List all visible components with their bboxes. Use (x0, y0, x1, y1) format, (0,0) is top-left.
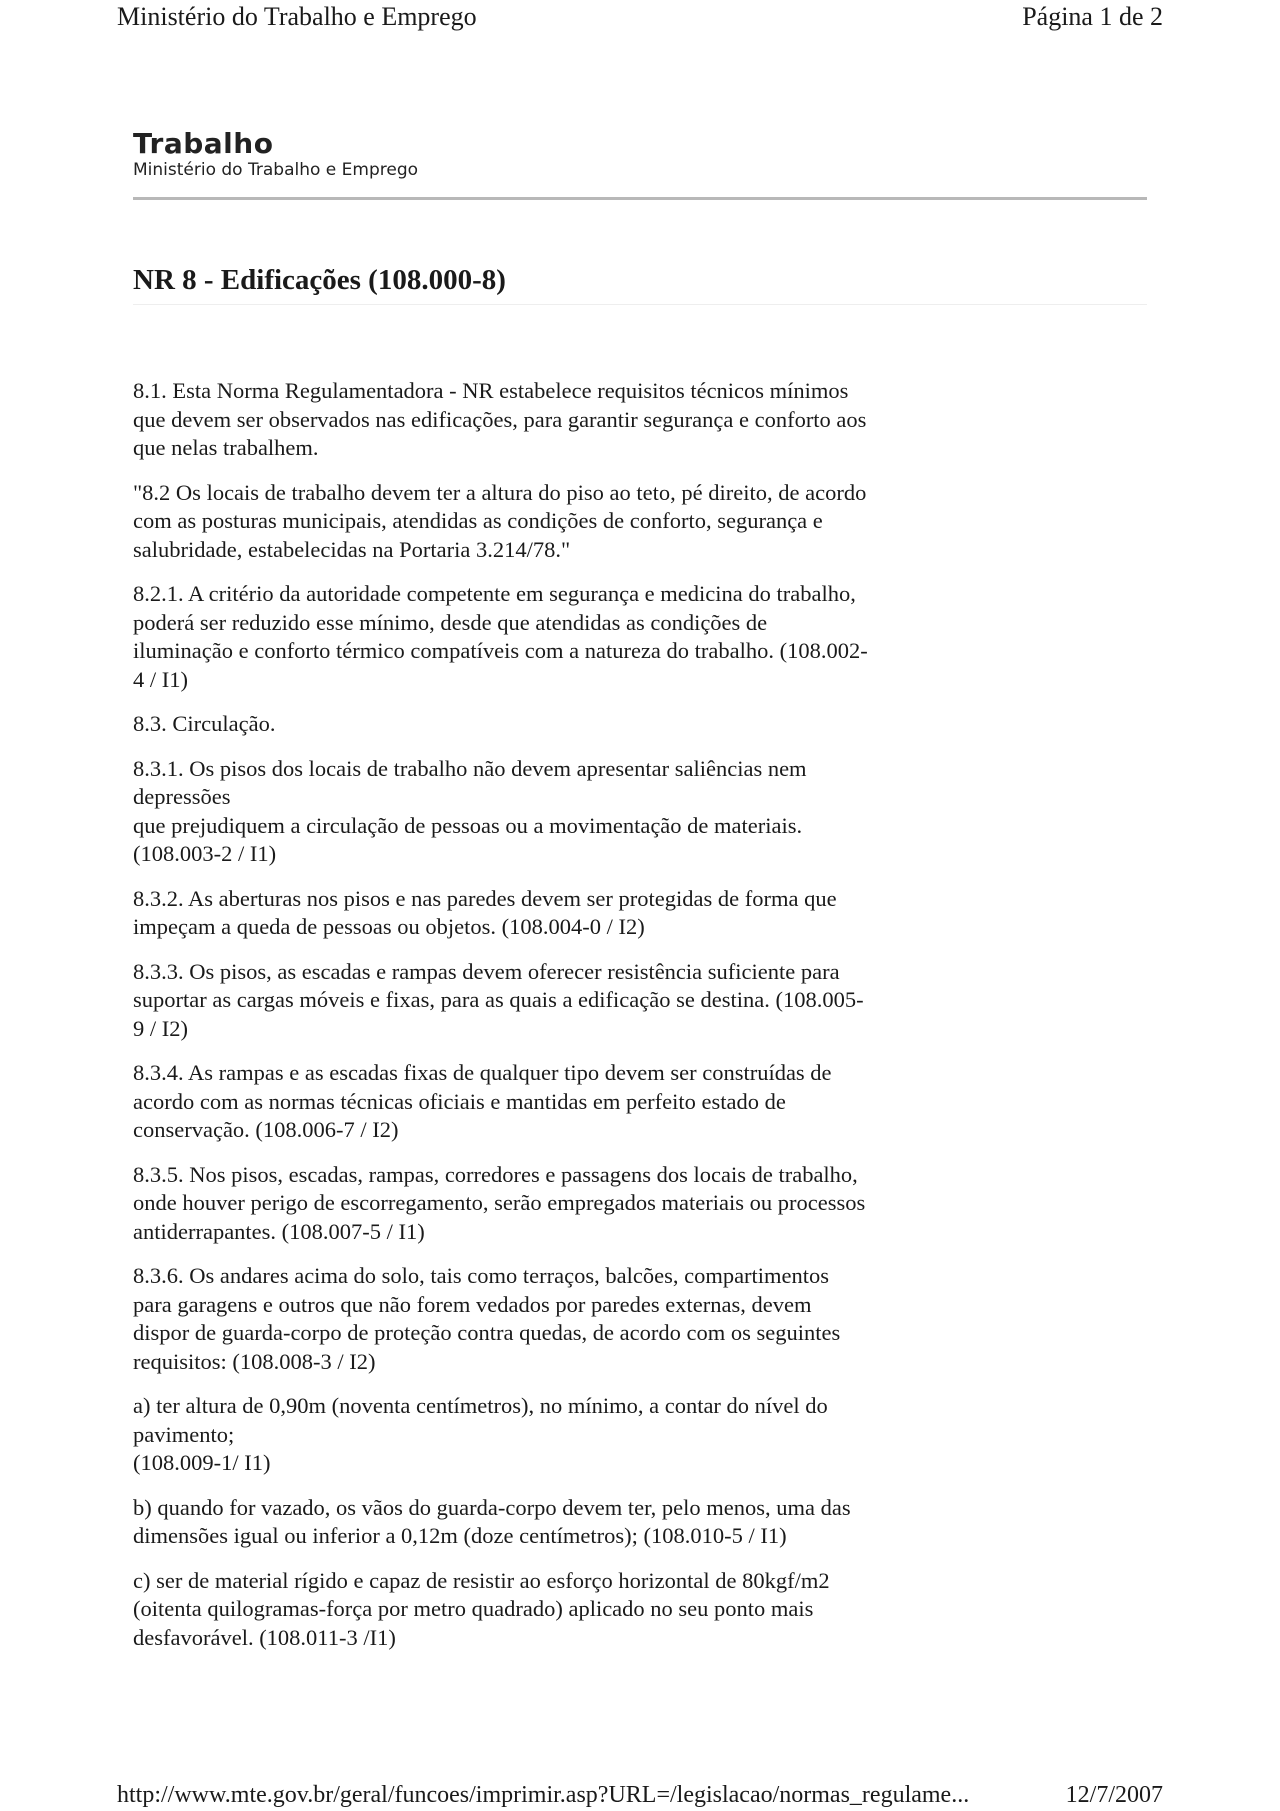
print-header-page-number: Página 1 de 2 (1022, 2, 1163, 31)
document-body (133, 377, 983, 1668)
logo-title: Trabalho (133, 127, 274, 160)
logo (133, 128, 418, 180)
print-footer-date: 12/7/2007 (1065, 1782, 1163, 1808)
print-header-title: Ministério do Trabalho e Emprego (117, 2, 477, 31)
print-footer-url: http://www.mte.gov.br/geral/funcoes/imprimir.asp?URL=/legislacao/normas_regulame... (117, 1782, 970, 1808)
paragraph-8-3-4: 8.3.4. As rampas e as escadas fixas de qualquer tipo devem ser construídas de acordo com as normas técnicas oficiais e mantidas em perfeito estado de conservação. (108.006-7 / I2) (133, 1060, 832, 1142)
title-divider (133, 304, 1147, 305)
paragraph-8-3-1: 8.3.1. Os pisos dos locais de trabalho não devem apresentar saliências nem depressões que prejudiquem a circulação de pessoas ou a movimentação de materiais. (108.003-2 / I1) (133, 755, 807, 866)
header-divider (133, 197, 1147, 200)
paragraph-8-3-5: 8.3.5. Nos pisos, escadas, rampas, corredores e passagens dos locais de trabalho, onde houver perigo de escorregamento, serão empregados materiais ou processos antiderrapantes. (108.007-5 / I1) (133, 1161, 866, 1244)
paragraph-item-a: a) ter altura de 0,90m (noventa centímetros), no mínimo, a contar do nível do pavimento; (108.009-1/ I1) (133, 1393, 828, 1475)
paragraph-8-2-1: 8.2.1. A critério da autoridade competente em segurança e medicina do trabalho, poderá ser reduzido esse mínimo, desde que atendidas as condições de iluminação e conforto térmico compatíveis com a natureza do trabalho. (108.002- 4 / I1) (133, 581, 868, 692)
paragraph-8-2: "8.2 Os locais de trabalho devem ter a altura do piso ao teto, pé direito, de acordo com as posturas municipais, atendidas as condições de conforto, segurança e salubridade, estabelecidas na Portaria 3.214/78." (133, 479, 867, 562)
paragraph-item-b: b) quando for vazado, os vãos do guarda-corpo devem ter, pelo menos, uma das dimensões igual ou inferior a 0,12m (doze centímetros); (108.010-5 / I1) (133, 1494, 851, 1548)
paragraph-8-1: 8.1. Esta Norma Regulamentadora - NR estabelece requisitos técnicos mínimos que devem ser observados nas edificações, para garantir segurança e conforto aos que nelas trabalhem. (133, 378, 867, 460)
paragraph-8-3: 8.3. Circulação. (133, 711, 276, 736)
paragraph-8-3-3: 8.3.3. Os pisos, as escadas e rampas devem oferecer resistência suficiente para suportar as cargas móveis e fixas, para as quais a edificação se destina. (108.005- 9 / I2) (133, 958, 864, 1041)
paragraph-8-3-6: 8.3.6. Os andares acima do solo, tais como terraços, balcões, compartimentos para garagens e outros que não forem vedados por paredes externas, devem dispor de guarda-corpo de proteção contra quedas, de acordo com os seguintes requisitos: (108.008-3 / I2) (133, 1263, 841, 1374)
paragraph-8-3-2: 8.3.2. As aberturas nos pisos e nas paredes devem ser protegidas de forma que impeçam a queda de pessoas ou objetos. (108.004-0 / I2) (133, 885, 837, 939)
logo-subtitle: Ministério do Trabalho e Emprego (133, 160, 419, 180)
paragraph-item-c: c) ser de material rígido e capaz de resistir ao esforço horizontal de 80kgf/m2 (oitenta quilogramas-força por metro quadrado) aplicado no seu ponto mais desfavorável. (108.011-3 /I1) (133, 1567, 830, 1650)
page-title: NR 8 - Edificações (108.000-8) (133, 264, 506, 296)
